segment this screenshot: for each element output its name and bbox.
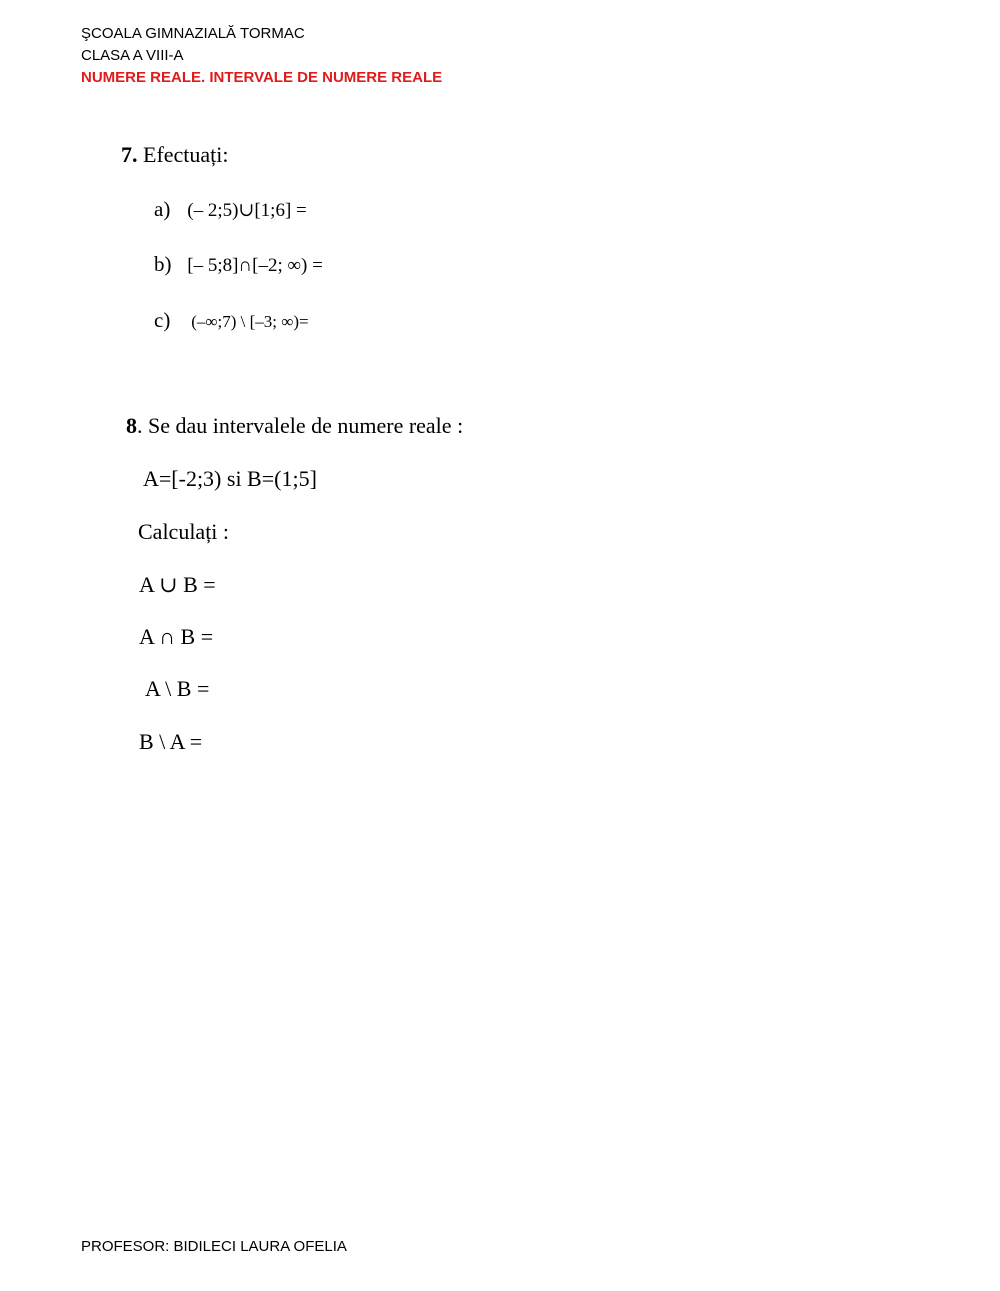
item-expression: (–∞;7) \ [–3; ∞)=: [191, 312, 309, 331]
item-expression: (– 2;5)∪[1;6] =: [187, 200, 307, 221]
operation-b-minus-a: B \ A =: [139, 729, 203, 754]
operation-intersection: A ∩ B =: [139, 624, 214, 649]
exercise-8-statement: . Se dau intervalele de numere reale :: [137, 413, 464, 438]
exercise-8-number: 8: [126, 413, 137, 438]
item-label: c): [154, 308, 171, 332]
exercise-8-instruction: Calculați :: [138, 519, 230, 544]
exercise-7-number: 7.: [121, 142, 138, 167]
exercise-7-item-a: [154, 196, 307, 224]
exercise-7-instruction: Efectuați:: [143, 142, 229, 167]
exercise-7-item-c: [154, 307, 309, 335]
teacher-footer: PROFESOR: BIDILECI LAURA OFELIA: [81, 1238, 347, 1255]
operation-a-minus-b: A \ B =: [145, 676, 210, 701]
worksheet-title: NUMERE REALE. INTERVALE DE NUMERE REALE: [81, 69, 443, 86]
class-name: CLASA A VIII-A: [81, 47, 184, 64]
exercise-7-item-b: [154, 251, 323, 279]
item-label: b): [154, 252, 172, 276]
school-name: ŞCOALA GIMNAZIALĂ TORMAC: [81, 25, 305, 42]
item-label: a): [154, 197, 171, 221]
exercise-8-heading: [126, 413, 463, 439]
exercise-7-heading: [121, 142, 229, 168]
operation-union: A ∪ B =: [139, 572, 216, 597]
item-expression: [– 5;8]∩[–2; ∞) =: [187, 255, 323, 276]
exercise-8-sets: A=[-2;3) si B=(1;5]: [143, 466, 317, 491]
